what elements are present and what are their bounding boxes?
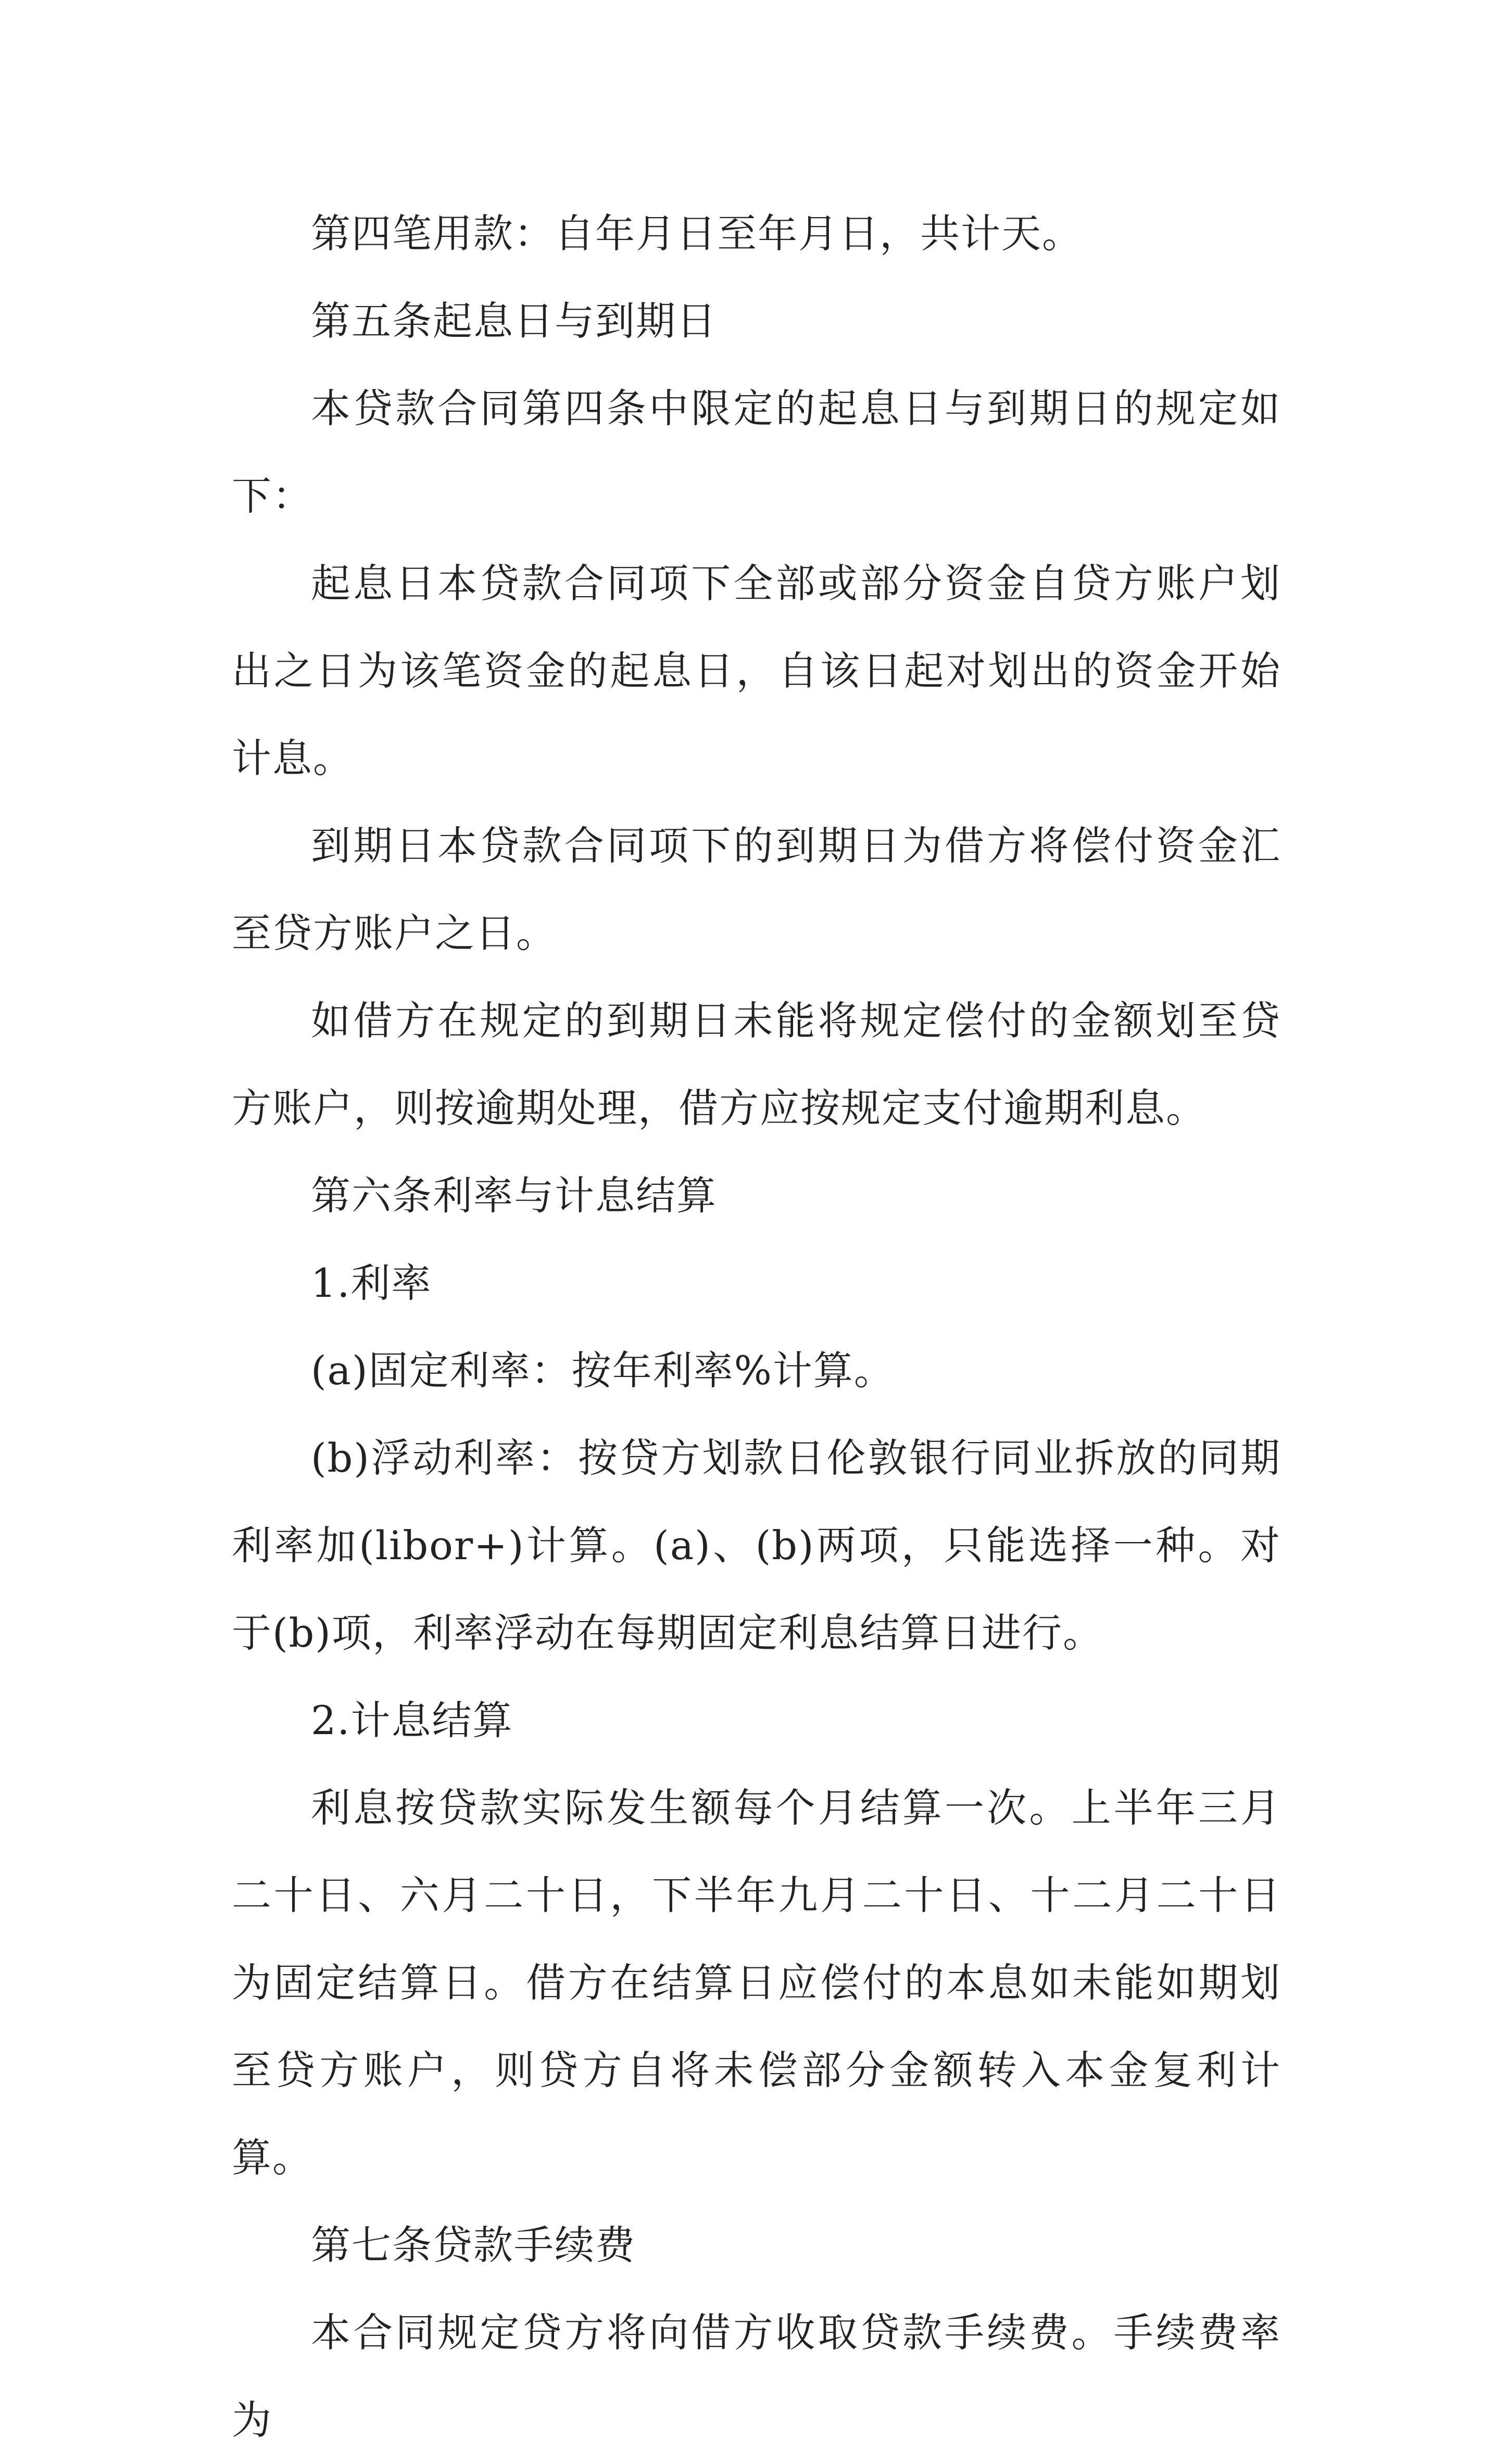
- paragraph-fixed-rate: (a)固定利率：按年利率%计算。: [311, 1347, 895, 1394]
- paragraph-fourth-drawdown: 第四笔用款：自年月日至年月日，共计天。: [311, 210, 1083, 257]
- heading-article-7: 第七条贷款手续费: [311, 2222, 636, 2268]
- document-body: [232, 190, 1281, 2464]
- paragraph-overdue: 如借方在规定的到期日未能将规定偿付的金额划至贷方账户，则按逾期处理，借方应按规定支付逾期利息。: [232, 997, 1281, 1131]
- paragraph-floating-rate: (b)浮动利率：按贷方划款日伦敦银行同业拆放的同期利率加(libor+)计算。(a)、(b)两项，只能选择一种。对于(b)项，利率浮动在每期固定利息结算日进行。: [232, 1435, 1281, 1656]
- paragraph-loan-fee: 本合同规定贷方将向借方收取贷款手续费。手续费率为: [232, 2309, 1281, 2443]
- paragraph-settlement-terms: 利息按贷款实际发生额每个月结算一次。上半年三月二十日、六月二十日，下半年九月二十日、十二月二十日为固定结算日。借方在结算日应偿付的本息如未能如期划至贷方账户，则贷方自将未偿部分金额转入本金复利计算。: [232, 1785, 1281, 2181]
- heading-article-5: 第五条起息日与到期日: [311, 298, 717, 344]
- paragraph-maturity-date: 到期日本贷款合同项下的到期日为借方将偿付资金汇至贷方账户之日。: [232, 823, 1281, 956]
- paragraph-article-5-intro: 本贷款合同第四条中限定的起息日与到期日的规定如下：: [232, 385, 1281, 519]
- subheading-interest-rate: 1.利率: [311, 1260, 432, 1306]
- subheading-interest-settlement: 2.计息结算: [311, 1697, 513, 1743]
- paragraph-value-date: 起息日本贷款合同项下全部或部分资金自贷方账户划出之日为该笔资金的起息日，自该日起对划出的资金开始计息。: [232, 560, 1281, 781]
- heading-article-6: 第六条利率与计息结算: [311, 1172, 717, 1219]
